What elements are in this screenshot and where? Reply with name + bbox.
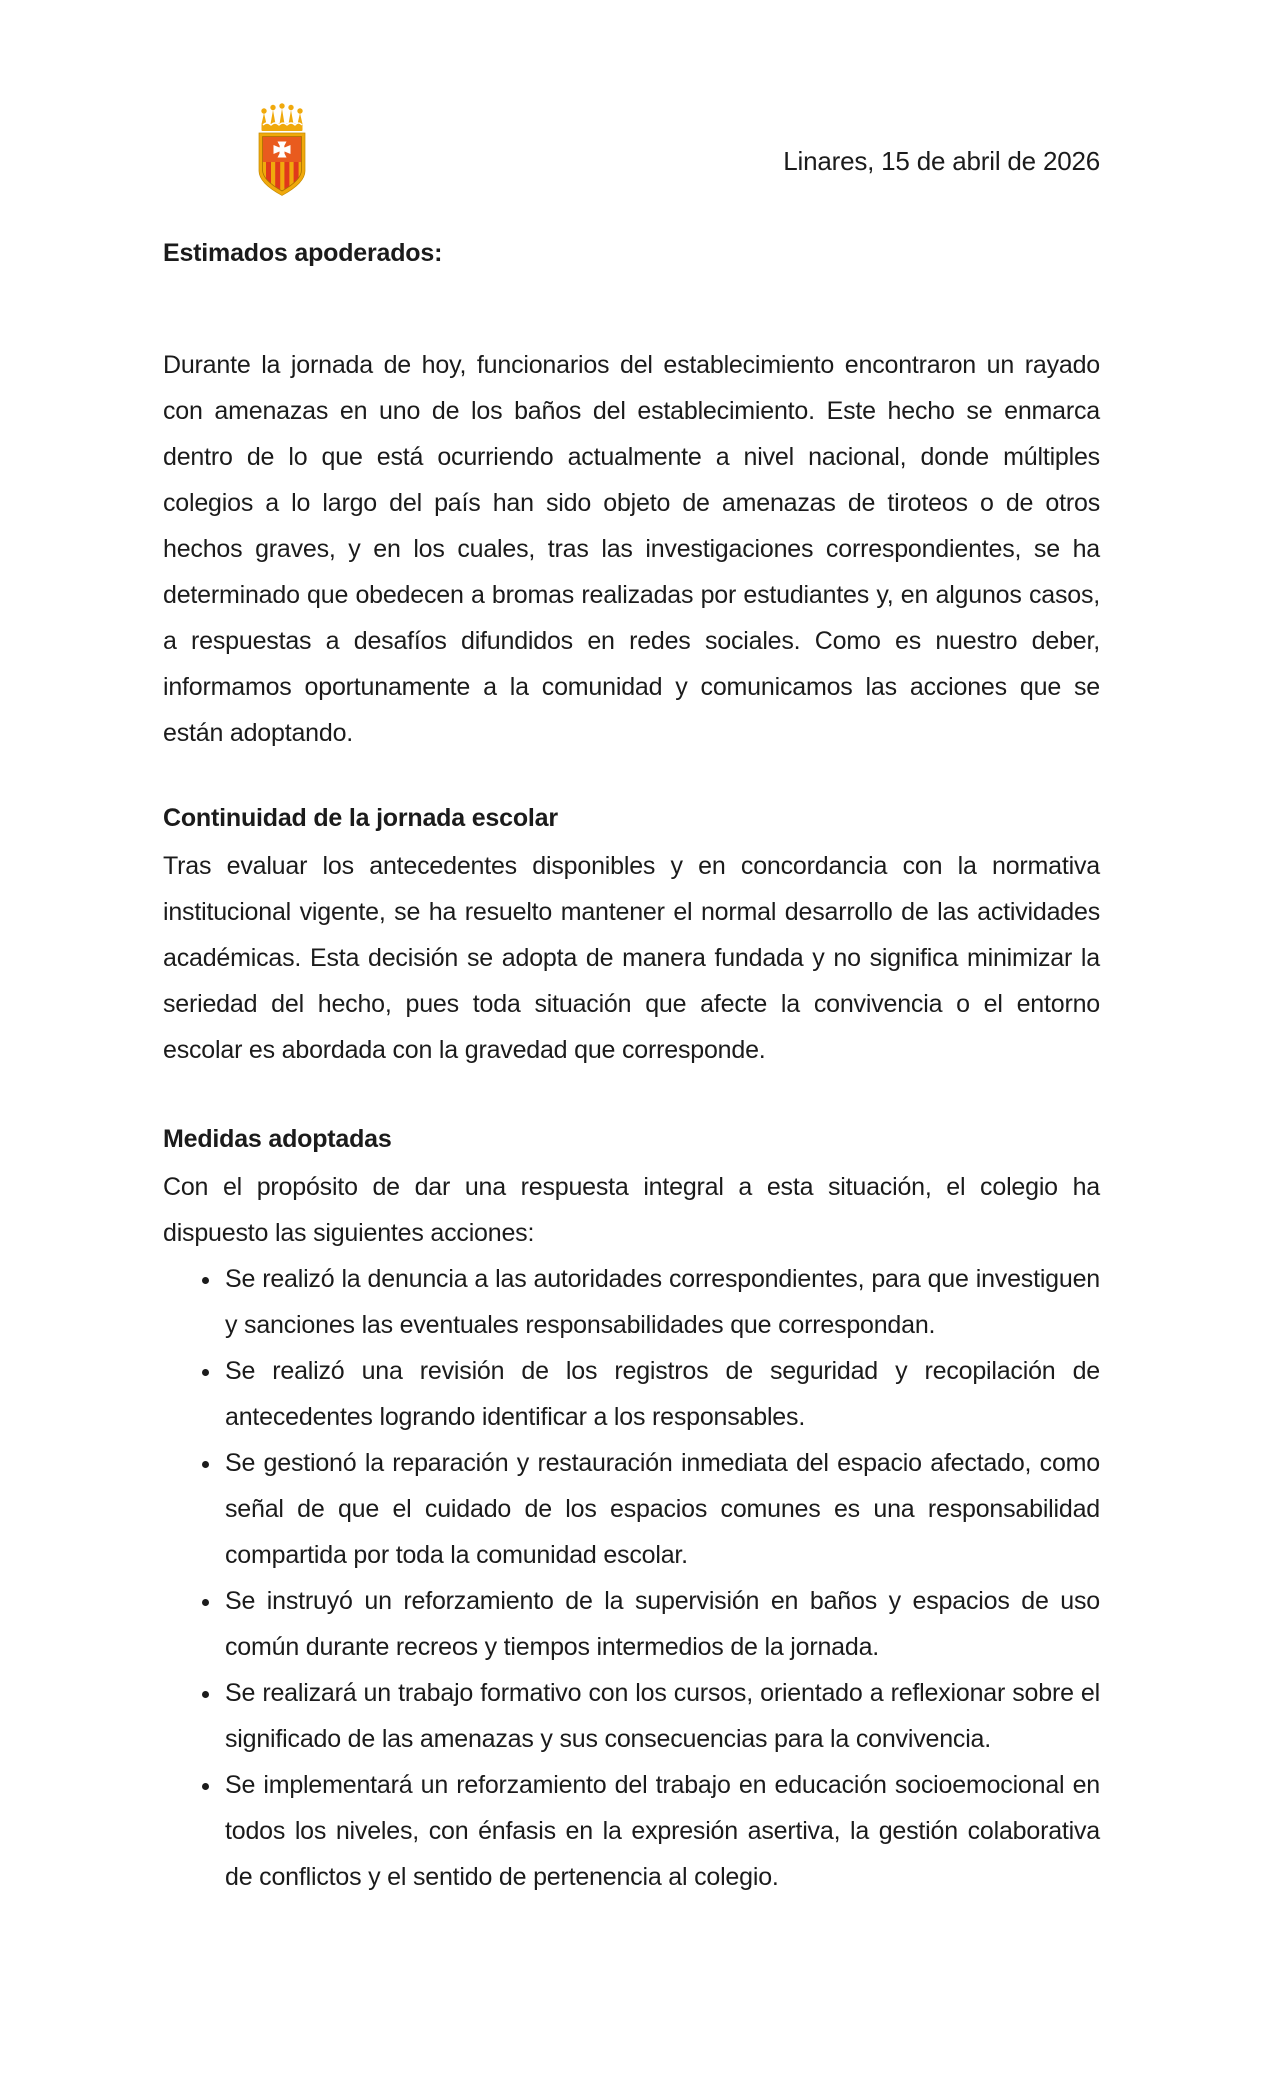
school-crest-logo xyxy=(248,100,316,197)
section-heading-medidas: Medidas adoptadas xyxy=(163,1125,392,1153)
intro-paragraph: Durante la jornada de hoy, funcionarios del establecimiento encontraron un rayado con amenazas en uno de los baños del establecimiento. Este hecho se enmarca dentro de lo que está ocurriendo actualmente a nivel nacional, donde múltiples colegios a lo largo del país han sido objeto de amenazas de tiroteos o de otros hechos graves, y en los cuales, tras las investigaciones correspondientes, se ha determinado que obedecen a bromas realizadas por estudiantes y, en algunos casos, a respuestas a desafíos difundidos en redes sociales. Como es nuestro deber, informamos oportunamente a la comunidad y comunicamos las acciones que se están adoptando. xyxy=(163,351,1100,747)
continuidad-paragraph: Tras evaluar los antecedentes disponibles y en concordancia con la normativa institucional vigente, se ha resuelto mantener el normal desarrollo de las actividades académicas. Esta decisión se adopta de manera fundada y no significa minimizar la seriedad del hecho, pues toda situación que afecte la convivencia o el entorno escolar es abordada con la gravedad que corresponde. xyxy=(163,852,1100,1064)
list-item: • Se gestionó la reparación y restauración inmediata del espacio afectado, como señal de que el cuidado de los espacios comunes es una responsabilidad compartida por toda la comunidad escolar. xyxy=(223,1440,1100,1578)
list-item: • Se realizó la denuncia a las autoridades correspondientes, para que investiguen y sanciones las eventuales responsabilidades que correspondan. xyxy=(223,1256,1100,1348)
date-line: Linares, 15 de abril de 2026 xyxy=(783,146,1100,176)
list-item: • Se realizará un trabajo formativo con los cursos, orientado a reflexionar sobre el significado de las amenazas y sus consecuencias para la convivencia. xyxy=(223,1670,1100,1762)
medidas-intro-paragraph: Con el propósito de dar una respuesta integral a esta situación, el colegio ha dispuesto las siguientes acciones: xyxy=(163,1173,1100,1247)
section-heading-continuidad: Continuidad de la jornada escolar xyxy=(163,804,558,832)
greeting: Estimados apoderados: xyxy=(163,239,443,267)
list-item: • Se realizó una revisión de los registros de seguridad y recopilación de antecedentes logrando identificar a los responsables. xyxy=(223,1348,1100,1440)
list-item: • Se instruyó un reforzamiento de la supervisión en baños y espacios de uso común durante recreos y tiempos intermedios de la jornada. xyxy=(223,1578,1100,1670)
list-item: • Se implementará un reforzamiento del trabajo en educación socioemocional en todos los niveles, con énfasis en la expresión asertiva, la gestión colaborativa de conflictos y el sentido de pertenencia al colegio. xyxy=(223,1762,1100,1900)
school-crest-icon xyxy=(248,100,316,197)
measures-list xyxy=(163,1256,1100,1900)
